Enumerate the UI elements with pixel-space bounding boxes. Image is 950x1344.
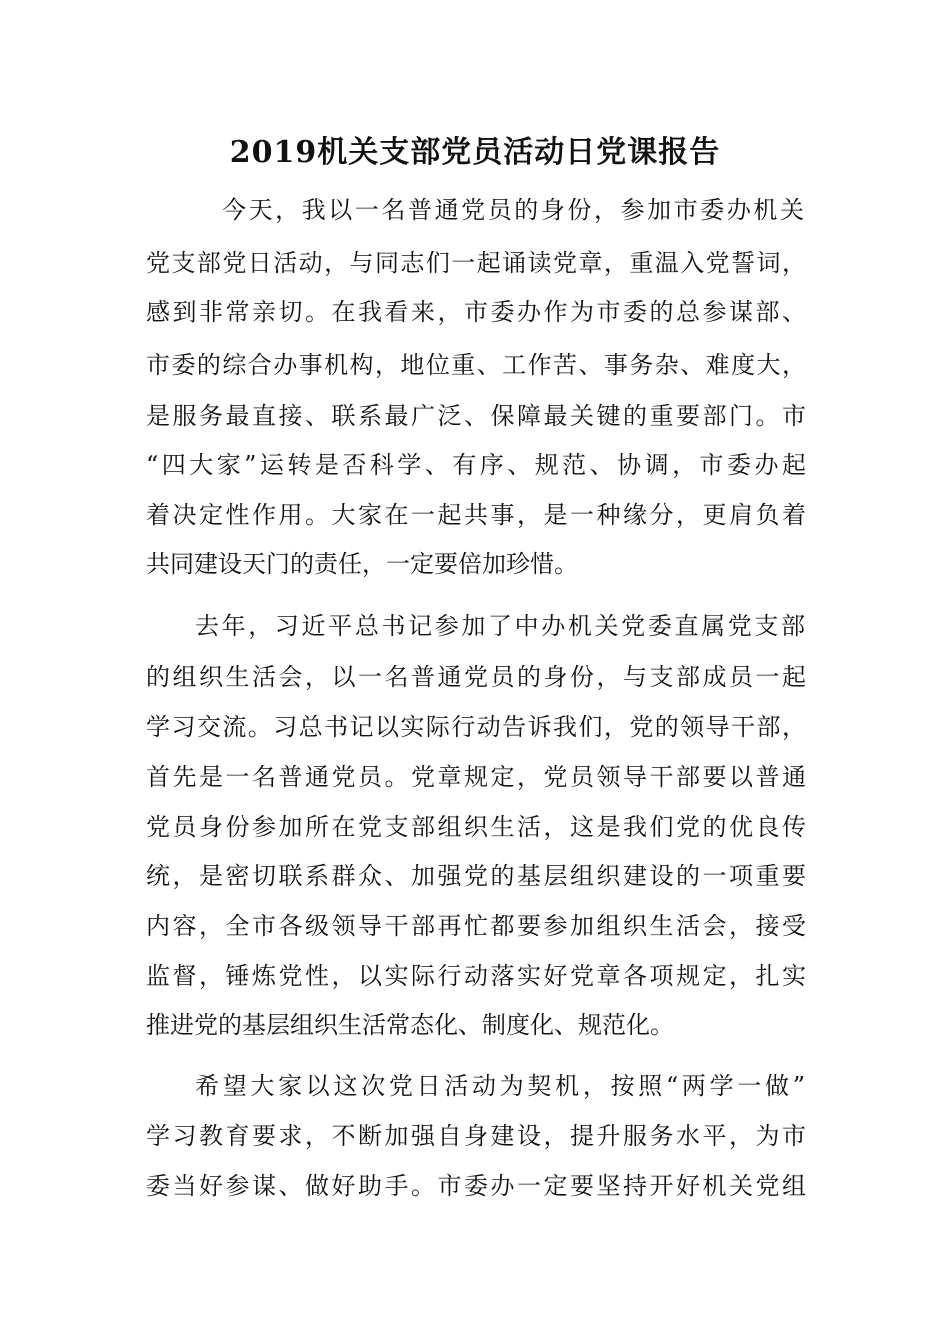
- paragraph-2-line-5: 党员身份参加所在党支部组织生活，这是我们党的优良传: [146, 813, 806, 841]
- paragraph-2-line-4: 首先是一名普通党员。党章规定，党员领导干部要以普通: [146, 763, 806, 791]
- paragraph-1-line-2: 党支部党日活动，与同志们一起诵读党章，重温入党誓词，: [146, 249, 806, 277]
- paragraph-2-line-9: 推进党的基层组织生活常态化、制度化、规范化。: [146, 1011, 674, 1039]
- paragraph-1-line-1: 今天，我以一名普通党员的身份，参加市委办机关: [222, 196, 804, 224]
- paragraph-1-line-5: 是服务最直接、联系最广泛、保障最关键的重要部门。市: [146, 402, 806, 430]
- paragraph-3-line-3: 委当好参谋、做好助手。市委办一定要坚持开好机关党组: [146, 1172, 806, 1200]
- paragraph-1-line-6: “四大家”运转是否科学、有序、规范、协调，市委办起: [146, 451, 806, 479]
- paragraph-1-line-7: 着决定性作用。大家在一起共事，是一种缘分，更肩负着: [146, 501, 806, 529]
- paragraph-2-line-6: 统，是密切联系群众、加强党的基层组织建设的一项重要: [146, 862, 806, 890]
- paragraph-2-line-3: 学习交流。习总书记以实际行动告诉我们，党的领导干部，: [146, 713, 806, 741]
- paragraph-2-line-1: 去年，习近平总书记参加了中办机关党委直属党支部: [195, 612, 805, 640]
- paragraph-2-line-7: 内容，全市各级领导干部再忙都要参加组织生活会，接受: [146, 912, 806, 940]
- paragraph-1-line-8: 共同建设天门的责任，一定要倍加珍惜。: [146, 550, 578, 578]
- paragraph-2-line-2: 的组织生活会，以一名普通党员的身份，与支部成员一起: [146, 663, 806, 691]
- paragraph-2-line-8: 监督，锤炼党性，以实际行动落实好党章各项规定，扎实: [146, 962, 806, 990]
- document-title: 2019机关支部党员活动日党课报告: [229, 135, 721, 170]
- paragraph-1-line-3: 感到非常亲切。在我看来，市委办作为市委的总参谋部、: [146, 298, 806, 326]
- paragraph-1-line-4: 市委的综合办事机构，地位重、工作苦、事务杂、难度大，: [146, 351, 806, 379]
- paragraph-3-line-2: 学习教育要求，不断加强自身建设，提升服务水平，为市: [146, 1122, 806, 1150]
- paragraph-3-line-1: 希望大家以这次党日活动为契机，按照“两学一做”: [195, 1072, 805, 1100]
